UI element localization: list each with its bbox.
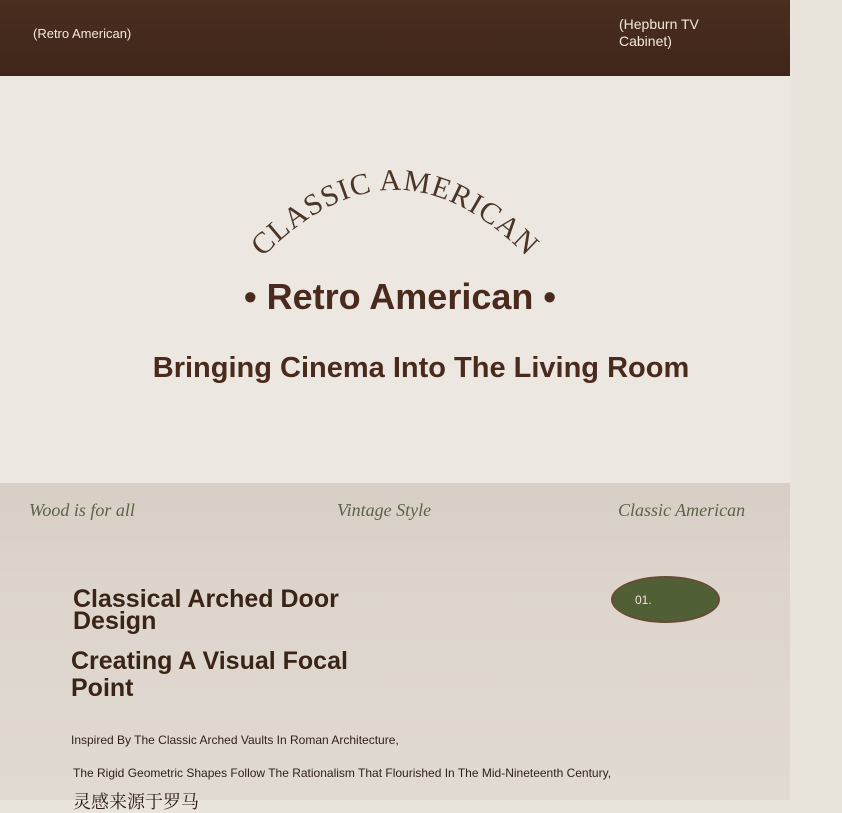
feature-heading: Classical Arched Door Design bbox=[73, 585, 339, 635]
top-bar bbox=[0, 0, 790, 76]
feature-number-badge bbox=[611, 576, 720, 623]
feature-paragraph-chinese: 灵感来源于罗马 bbox=[73, 792, 199, 813]
arched-heading bbox=[240, 160, 550, 270]
feature-paragraph: Inspired By The Classic Arched Vaults In Roman Architecture, bbox=[71, 733, 399, 747]
hero-title: • Retro American • bbox=[244, 276, 556, 317]
brand-label[interactable]: (Retro American) bbox=[33, 26, 132, 41]
feature-section bbox=[0, 483, 790, 800]
tag-classic: Classic American bbox=[618, 500, 746, 520]
feature-subheading: Creating A Visual Focal Point bbox=[71, 647, 348, 702]
product-label[interactable]: (Hepburn TV Cabinet) bbox=[619, 16, 699, 49]
badge-label: 01. bbox=[635, 593, 652, 607]
hero-subtitle: Bringing Cinema Into The Living Room bbox=[152, 352, 690, 384]
tag-wood: Wood is for all bbox=[29, 500, 135, 520]
tag-vintage: Vintage Style bbox=[337, 500, 432, 520]
arched-heading-text: CLASSIC AMERICAN bbox=[244, 163, 546, 263]
feature-paragraph: The Rigid Geometric Shapes Follow The Rationalism That Flourished In The Mid-Nineteenth Century, bbox=[73, 766, 612, 780]
